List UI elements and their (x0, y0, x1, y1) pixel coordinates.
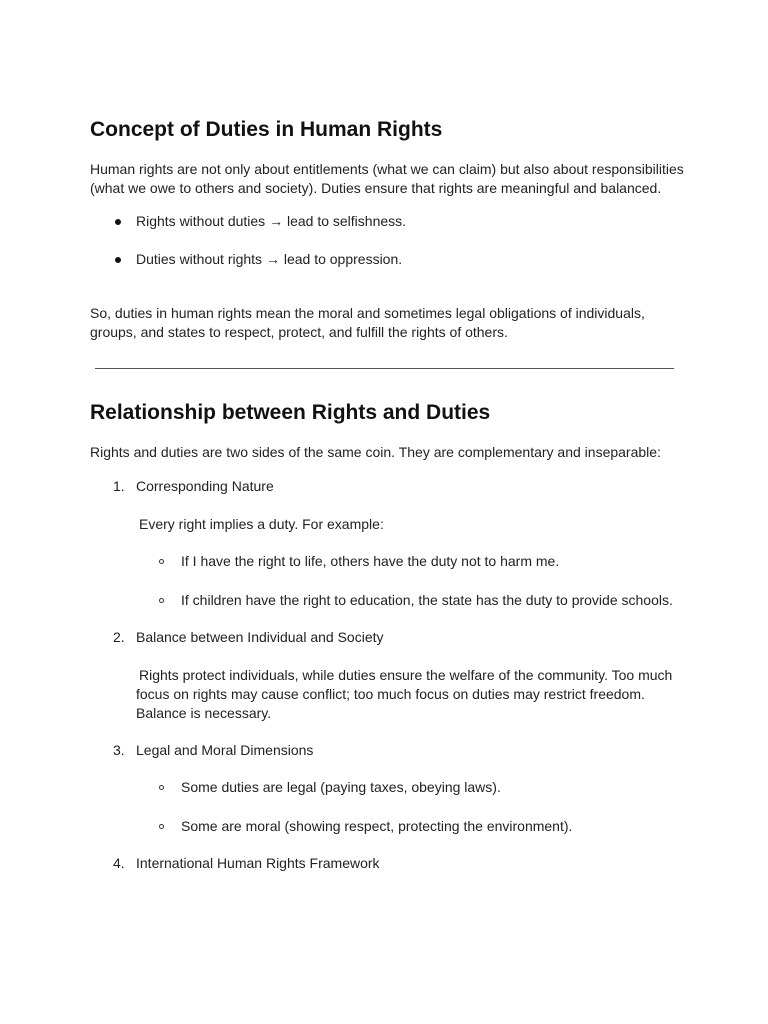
list-number: 1. (113, 478, 125, 494)
bullet-item: Duties without rights → lead to oppression. (136, 251, 403, 267)
bullet-icon (115, 257, 121, 263)
sub-bullet-icon (159, 824, 164, 829)
bullet-icon (115, 219, 121, 225)
list-item-title: Balance between Individual and Society (136, 629, 384, 645)
sub-bullet-icon (159, 598, 164, 603)
sub-list-item: If children have the right to education, the state has the duty to provide schools. (181, 592, 673, 608)
list-item-title: International Human Rights Framework (136, 855, 380, 871)
intro-paragraph: Human rights are not only about entitlements (what we can claim) but also about responsibilities (what we owe to others and society). Duties ensure that rights are meaningful and balanced. (90, 161, 684, 196)
sub-list-item: Some duties are legal (paying taxes, obeying laws). (181, 779, 501, 795)
sub-bullet-icon (159, 559, 164, 564)
sub-list-item: Some are moral (showing respect, protecting the environment). (181, 818, 573, 834)
conclusion-paragraph: So, duties in human rights mean the moral and sometimes legal obligations of individuals, groups, and states to respect, protect, and fulfill the rights of others. (90, 305, 645, 340)
list-item-title: Legal and Moral Dimensions (136, 742, 314, 758)
list-item-text: Every right implies a duty. For example: (139, 516, 384, 532)
list-item-text: Rights protect individuals, while duties ensure the welfare of the community. Too much focus on rights may cause conflict; too much focus on duties may restrict freedom. Balance is necessary. (136, 667, 673, 721)
section-heading-relationship: Relationship between Rights and Duties (90, 401, 491, 424)
section-heading-concept-of-duties: Concept of Duties in Human Rights (90, 118, 443, 141)
list-number: 2. (113, 629, 125, 645)
horizontal-divider (95, 368, 674, 369)
sub-bullet-icon (159, 785, 164, 790)
sub-list-item: If I have the right to life, others have the duty not to harm me. (181, 553, 560, 569)
list-number: 3. (113, 742, 125, 758)
list-number: 4. (113, 855, 125, 871)
section2-intro-paragraph: Rights and duties are two sides of the same coin. They are complementary and inseparable: (90, 444, 661, 460)
list-item-title: Corresponding Nature (136, 478, 274, 494)
bullet-item: Rights without duties → lead to selfishness. (136, 213, 407, 229)
